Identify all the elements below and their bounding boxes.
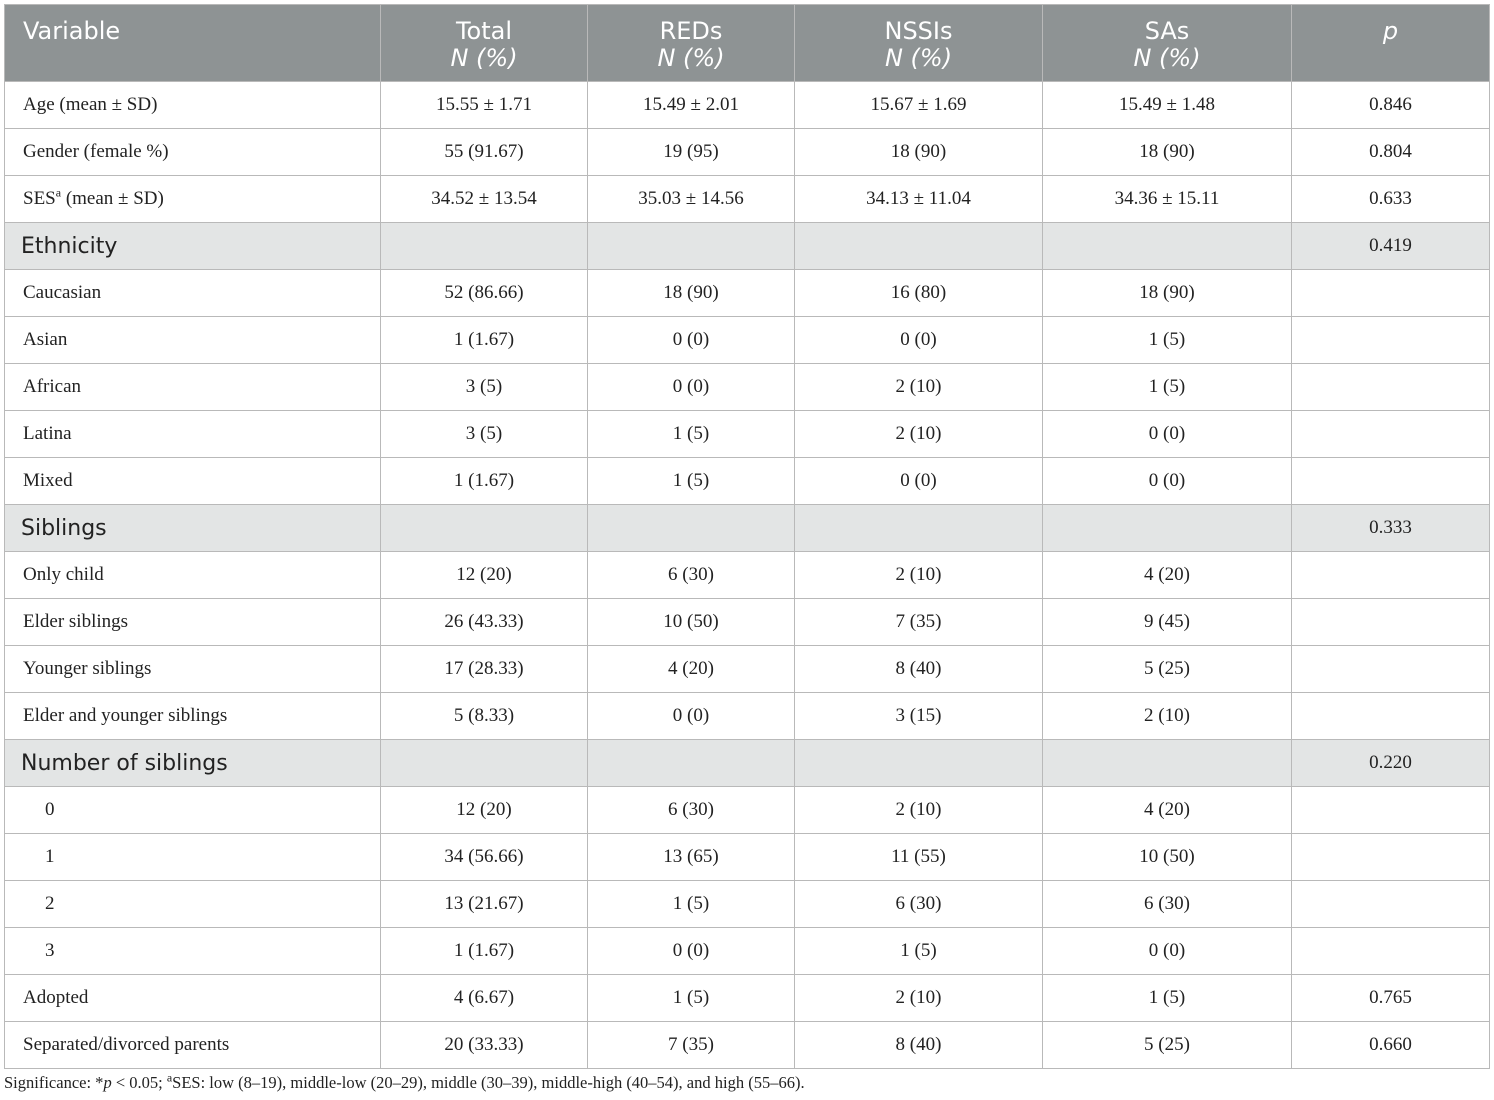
section-row	[5, 505, 1490, 552]
table-row	[5, 364, 1490, 411]
section-row	[5, 740, 1490, 787]
table-row	[5, 317, 1490, 364]
value-cell: 35.03 ± 14.56	[588, 176, 795, 223]
table-row	[5, 270, 1490, 317]
value-cell: 2 (10)	[795, 364, 1043, 411]
value-cell: 3 (5)	[381, 411, 588, 458]
value-cell: 1 (5)	[1043, 364, 1292, 411]
header-variable: Variable	[5, 5, 381, 82]
value-cell: 17 (28.33)	[381, 646, 588, 693]
value-cell: 20 (33.33)	[381, 1022, 588, 1069]
value-cell: 10 (50)	[1043, 834, 1292, 881]
value-cell: 0 (0)	[1043, 928, 1292, 975]
value-cell: 0 (0)	[588, 364, 795, 411]
value-cell: 19 (95)	[588, 129, 795, 176]
row-label: Younger siblings	[5, 646, 381, 693]
header-p: p	[1292, 5, 1490, 82]
p-value-cell	[1292, 270, 1490, 317]
value-cell: 0 (0)	[588, 317, 795, 364]
header-reds-sub: N (%)	[657, 44, 725, 72]
value-cell: 2 (10)	[795, 552, 1043, 599]
value-cell: 2 (10)	[795, 787, 1043, 834]
row-label: Elder and younger siblings	[5, 693, 381, 740]
value-cell: 34 (56.66)	[381, 834, 588, 881]
row-label-sup: a	[55, 185, 62, 200]
header-row	[5, 5, 1490, 82]
value-cell: 0 (0)	[795, 317, 1043, 364]
p-value-cell: 0.765	[1292, 975, 1490, 1022]
p-value-cell	[1292, 693, 1490, 740]
header-total-sub: N (%)	[450, 44, 518, 72]
section-empty-cell	[1043, 740, 1292, 787]
value-cell: 12 (20)	[381, 552, 588, 599]
value-cell: 55 (91.67)	[381, 129, 588, 176]
value-cell: 1 (5)	[1043, 975, 1292, 1022]
p-value-cell	[1292, 646, 1490, 693]
demographics-table	[4, 4, 1490, 1069]
header-nssis-name: NSSIs	[884, 17, 953, 45]
p-value-cell	[1292, 787, 1490, 834]
value-cell: 4 (20)	[588, 646, 795, 693]
table-row	[5, 787, 1490, 834]
value-cell: 6 (30)	[588, 552, 795, 599]
table-row	[5, 129, 1490, 176]
value-cell: 15.67 ± 1.69	[795, 82, 1043, 129]
footnote-part2: < 0.05;	[111, 1073, 167, 1092]
value-cell: 3 (5)	[381, 364, 588, 411]
p-value-cell	[1292, 364, 1490, 411]
p-value-cell	[1292, 458, 1490, 505]
value-cell: 18 (90)	[1043, 129, 1292, 176]
value-cell: 13 (65)	[588, 834, 795, 881]
value-cell: 0 (0)	[795, 458, 1043, 505]
p-value-cell: 0.333	[1292, 505, 1490, 552]
value-cell: 18 (90)	[795, 129, 1043, 176]
section-empty-cell	[588, 740, 795, 787]
p-value-cell: 0.220	[1292, 740, 1490, 787]
p-value-cell	[1292, 317, 1490, 364]
value-cell: 1 (1.67)	[381, 317, 588, 364]
table-row	[5, 928, 1490, 975]
value-cell: 15.55 ± 1.71	[381, 82, 588, 129]
p-value-cell: 0.660	[1292, 1022, 1490, 1069]
row-label: Latina	[5, 411, 381, 458]
table-row	[5, 1022, 1490, 1069]
table-row	[5, 552, 1490, 599]
row-label-pre: SES	[23, 188, 56, 209]
value-cell: 1 (5)	[588, 458, 795, 505]
p-value-cell	[1292, 834, 1490, 881]
value-cell: 6 (30)	[795, 881, 1043, 928]
demographics-table-container	[4, 4, 1489, 1069]
row-label: Mixed	[5, 458, 381, 505]
row-label: Only child	[5, 552, 381, 599]
section-empty-cell	[588, 505, 795, 552]
section-empty-cell	[795, 740, 1043, 787]
table-footnote	[4, 1070, 805, 1093]
table-row	[5, 599, 1490, 646]
footnote-p: p	[103, 1073, 112, 1092]
value-cell: 34.36 ± 15.11	[1043, 176, 1292, 223]
value-cell: 3 (15)	[795, 693, 1043, 740]
p-value-cell	[1292, 599, 1490, 646]
p-value-cell: 0.846	[1292, 82, 1490, 129]
value-cell: 1 (5)	[588, 881, 795, 928]
table-header	[5, 5, 1490, 82]
header-nssis	[795, 5, 1043, 82]
section-row	[5, 223, 1490, 270]
row-label: Separated/divorced parents	[5, 1022, 381, 1069]
value-cell: 1 (5)	[588, 411, 795, 458]
value-cell: 8 (40)	[795, 646, 1043, 693]
footnote-part3: SES: low (8–19), middle-low (20–29), middle (30–39), middle-high (40–54), and high (55–66).	[172, 1073, 805, 1092]
value-cell: 34.52 ± 13.54	[381, 176, 588, 223]
section-label: Ethnicity	[5, 223, 381, 270]
section-empty-cell	[381, 505, 588, 552]
value-cell: 16 (80)	[795, 270, 1043, 317]
section-empty-cell	[1043, 505, 1292, 552]
value-cell: 26 (43.33)	[381, 599, 588, 646]
p-value-cell: 0.804	[1292, 129, 1490, 176]
p-value-cell: 0.419	[1292, 223, 1490, 270]
header-sas	[1043, 5, 1292, 82]
value-cell: 2 (10)	[795, 411, 1043, 458]
row-label: African	[5, 364, 381, 411]
row-label: 2	[5, 881, 381, 928]
section-empty-cell	[588, 223, 795, 270]
value-cell: 18 (90)	[588, 270, 795, 317]
table-row	[5, 176, 1490, 223]
value-cell: 5 (25)	[1043, 646, 1292, 693]
value-cell: 6 (30)	[1043, 881, 1292, 928]
value-cell: 5 (25)	[1043, 1022, 1292, 1069]
value-cell: 15.49 ± 1.48	[1043, 82, 1292, 129]
header-sas-sub: N (%)	[1133, 44, 1201, 72]
section-label: Number of siblings	[5, 740, 381, 787]
value-cell: 6 (30)	[588, 787, 795, 834]
value-cell: 1 (5)	[1043, 317, 1292, 364]
section-empty-cell	[795, 505, 1043, 552]
value-cell: 7 (35)	[795, 599, 1043, 646]
table-body	[5, 82, 1490, 1069]
table-row	[5, 693, 1490, 740]
value-cell: 0 (0)	[588, 693, 795, 740]
value-cell: 11 (55)	[795, 834, 1043, 881]
value-cell: 8 (40)	[795, 1022, 1043, 1069]
header-sas-name: SAs	[1144, 17, 1190, 45]
value-cell: 1 (5)	[588, 975, 795, 1022]
row-label: Asian	[5, 317, 381, 364]
header-total	[381, 5, 588, 82]
table-row	[5, 411, 1490, 458]
row-label: Age (mean ± SD)	[5, 82, 381, 129]
value-cell: 15.49 ± 2.01	[588, 82, 795, 129]
table-row	[5, 82, 1490, 129]
value-cell: 1 (5)	[795, 928, 1043, 975]
header-total-name: Total	[455, 17, 513, 45]
section-empty-cell	[381, 740, 588, 787]
table-row	[5, 458, 1490, 505]
row-label-post: (mean ± SD)	[61, 188, 164, 209]
row-label: 3	[5, 928, 381, 975]
p-value-cell: 0.633	[1292, 176, 1490, 223]
value-cell: 5 (8.33)	[381, 693, 588, 740]
row-label: Elder siblings	[5, 599, 381, 646]
value-cell: 52 (86.66)	[381, 270, 588, 317]
value-cell: 2 (10)	[1043, 693, 1292, 740]
row-label: 1	[5, 834, 381, 881]
table-row	[5, 834, 1490, 881]
value-cell: 0 (0)	[1043, 458, 1292, 505]
value-cell: 1 (1.67)	[381, 458, 588, 505]
table-row	[5, 646, 1490, 693]
value-cell: 9 (45)	[1043, 599, 1292, 646]
section-label: Siblings	[5, 505, 381, 552]
value-cell: 0 (0)	[1043, 411, 1292, 458]
row-label: 0	[5, 787, 381, 834]
value-cell: 12 (20)	[381, 787, 588, 834]
value-cell: 18 (90)	[1043, 270, 1292, 317]
section-empty-cell	[1043, 223, 1292, 270]
header-reds-name: REDs	[659, 17, 723, 45]
value-cell: 1 (1.67)	[381, 928, 588, 975]
value-cell: 4 (20)	[1043, 552, 1292, 599]
header-nssis-sub: N (%)	[884, 44, 953, 72]
value-cell: 0 (0)	[588, 928, 795, 975]
row-label	[5, 176, 381, 223]
p-value-cell	[1292, 928, 1490, 975]
table-row	[5, 975, 1490, 1022]
p-value-cell	[1292, 552, 1490, 599]
value-cell: 10 (50)	[588, 599, 795, 646]
footnote-part1: Significance: *	[4, 1073, 104, 1092]
value-cell: 4 (20)	[1043, 787, 1292, 834]
value-cell: 34.13 ± 11.04	[795, 176, 1043, 223]
value-cell: 2 (10)	[795, 975, 1043, 1022]
header-reds	[588, 5, 795, 82]
p-value-cell	[1292, 411, 1490, 458]
p-value-cell	[1292, 881, 1490, 928]
table-row	[5, 881, 1490, 928]
value-cell: 13 (21.67)	[381, 881, 588, 928]
section-empty-cell	[381, 223, 588, 270]
section-empty-cell	[795, 223, 1043, 270]
row-label: Gender (female %)	[5, 129, 381, 176]
row-label: Caucasian	[5, 270, 381, 317]
value-cell: 4 (6.67)	[381, 975, 588, 1022]
value-cell: 7 (35)	[588, 1022, 795, 1069]
row-label: Adopted	[5, 975, 381, 1022]
footnote-sup: a	[166, 1070, 173, 1085]
